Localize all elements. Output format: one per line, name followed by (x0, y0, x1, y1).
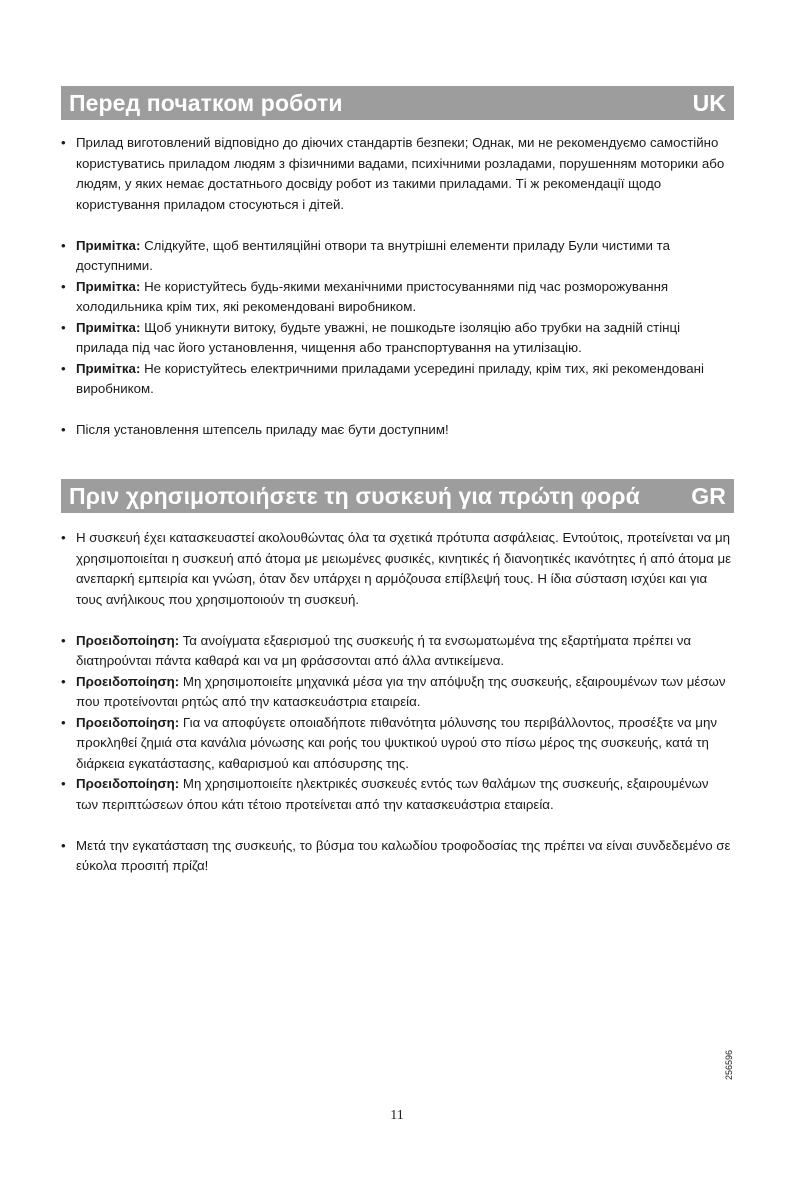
warning-text: Μη χρησιμοποιείτε ηλεκτρικές συσκευές εντός των θαλάμων της συσκευής, εξαιρουμένων των περιπτώσεων όπου κάτι τέτοιο προτείνεται από την κατασκευάστρια εταιρεία. (76, 776, 709, 812)
page-number: 11 (390, 1108, 404, 1123)
gr-language-code: GR (691, 482, 726, 509)
list-item (61, 528, 734, 610)
note-label: Примітка: (76, 237, 141, 253)
warning-label: Προειδοποίηση: (76, 632, 180, 648)
uk-safety-list (61, 133, 734, 441)
note-text: Слідкуйте, щоб вентиляційні отвори та внутрішні елементи приладу Були чистими та доступними. (76, 237, 670, 273)
warning-text: Για να αποφύγετε οποιαδήποτε πιθανότητα μόλυνσης του περιβάλλοντος, προσέξτε να μην προκληθεί ζημιά στα κανάλια μόνωσης και ροής του ψυκτικού υγρού στο πίσω μέρος της συσκευής, κατά τη διάρκεια εγκατάστασης, καθαρισμού και απόσυρσης της. (76, 714, 718, 771)
uk-language-code: UK (692, 89, 726, 116)
note-label: Примітка: (76, 278, 141, 294)
document-code: 256596 (724, 1049, 734, 1080)
list-item (61, 420, 734, 441)
list-item (61, 713, 734, 775)
list-item (61, 836, 734, 877)
list-item (61, 277, 734, 318)
gr-safety-list (61, 528, 734, 877)
uk-section-title: Перед початком роботи (69, 89, 343, 116)
uk-section-header (61, 86, 734, 120)
warning-label: Προειδοποίηση: (76, 714, 180, 730)
note-text: Щоб уникнути витоку, будьте уважні, не пошкодьте ізоляцію або трубки на задній стінці прилада під час його установлення, чищення або транспортування на утилізацію. (76, 319, 681, 355)
gr-section (61, 479, 734, 877)
list-item (61, 672, 734, 713)
gr-section-title: Πριν χρησιμοποιήσετε τη συσκευή για πρώτη φορά (69, 482, 640, 509)
warning-text: Μη χρησιμοποιείτε μηχανικά μέσα για την απόψυξη της συσκευής, εξαιρουμένων των μέσων που προτείνονται ρητώς από την κατασκευάστρια εταιρεία. (76, 673, 726, 709)
list-item (61, 631, 734, 672)
note-text: Прилад виготовлений відповідно до діючих стандартів безпеки; Однак, ми не рекомендуємо самостійно користуватись приладом людям з фізичними вадами, психічними розладами, порушенням моторики або людям, у яких немає достатнього досвіду робот из такими приладами. Ті ж рекомендації щодо користування приладом стосуються і дітей. (76, 135, 725, 212)
note-label: Примітка: (76, 319, 141, 335)
warning-text: Μετά την εγκατάσταση της συσκευής, το βύσμα του καλωδίου τροφοδοσίας της πρέπει να είναι συνδεδεμένο σε εύκολα προσιτή πρίζα! (76, 837, 731, 873)
note-label: Примітка: (76, 360, 141, 376)
warning-text: Τα ανοίγματα εξαερισμού της συσκευής ή τα ενσωματωμένα της εξαρτήματα πρέπει να διατηρούνται πάντα καθαρά και να μη φράσσονται από άλλα αντικείμενα. (76, 632, 692, 668)
note-text: Після установлення штепсель приладу має бути доступним! (76, 422, 449, 437)
list-item (61, 318, 734, 359)
list-item (61, 236, 734, 277)
note-text: Не користуйтесь будь-якими механічними пристосуваннями під час розморожування холодильника крім тих, які рекомендовані виробником. (76, 278, 669, 314)
warning-label: Προειδοποίηση: (76, 673, 180, 689)
note-text: Не користуйтесь електричними приладами усередині приладу, крім тих, які рекомендовані виробником. (76, 360, 704, 396)
list-item (61, 133, 734, 215)
gr-section-header (61, 479, 734, 513)
warning-text: Η συσκευή έχει κατασκευαστεί ακολουθώντας όλα τα σχετικά πρότυπα ασφάλειας. Εντούτοις, προτείνεται να μη χρησιμοποιείται η συσκευή από άτομα με μειωμένες φυσικές, κινητικές ή διανοητικές ικανότητες ή από άτομα με ανεπαρκή εμπειρία και γνώση, όταν δεν υπάρχει η αρμόζουσα επίβλεψή τους. Η ίδια σύσταση ισχύει και για τους ανήλικους που χρησιμοποιούν τη συσκευή. (76, 530, 732, 607)
uk-section (61, 86, 734, 441)
list-item (61, 774, 734, 815)
warning-label: Προειδοποίηση: (76, 776, 180, 791)
list-item (61, 359, 734, 400)
